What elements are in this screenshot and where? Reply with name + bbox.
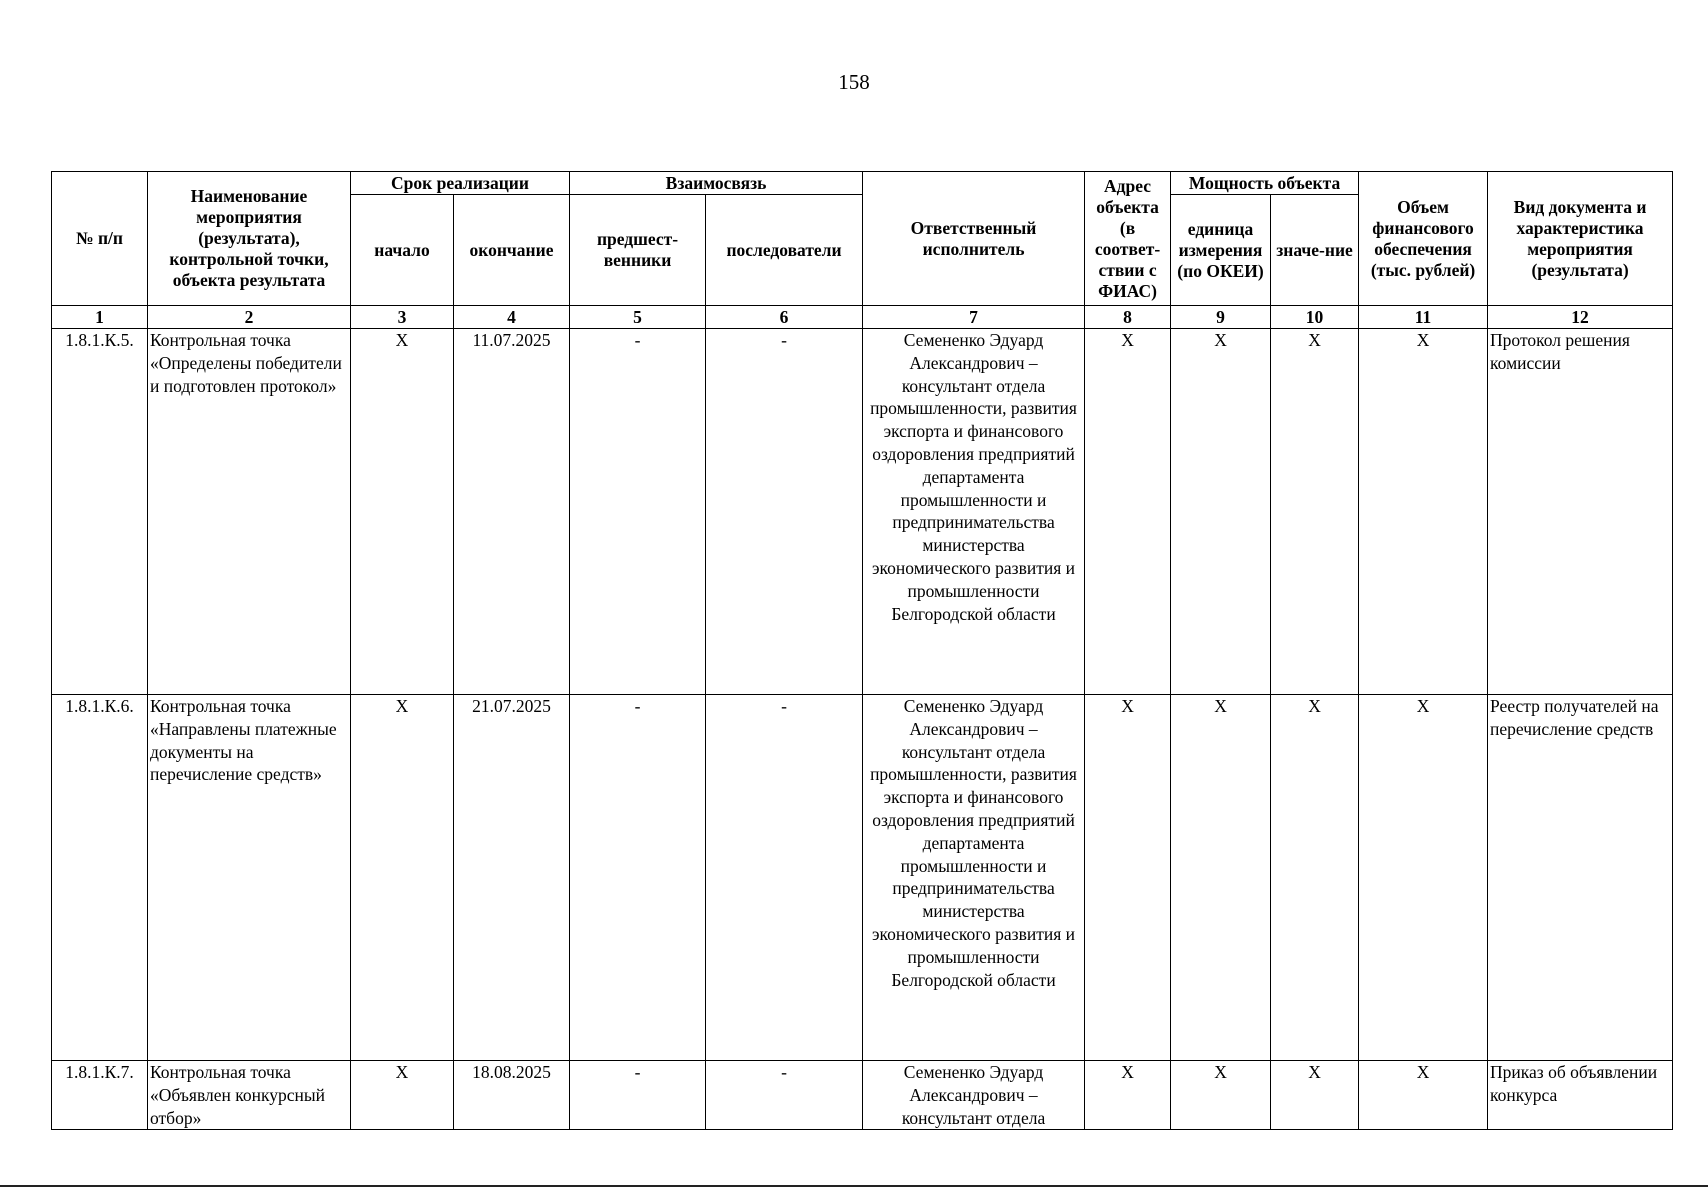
row-end: 21.07.2025 — [454, 695, 570, 1061]
plan-table — [51, 171, 1673, 1130]
header-link: Взаимосвязь — [570, 172, 863, 195]
header-address: Адрес объекта (в соответ-ствии с ФИАС) — [1085, 172, 1171, 306]
row-value: X — [1271, 695, 1359, 1061]
row-finance: X — [1359, 1061, 1488, 1130]
column-number: 9 — [1171, 306, 1271, 329]
row-successors: - — [706, 1061, 863, 1130]
row-number: 1.8.1.К.5. — [52, 329, 148, 695]
row-predecessors: - — [570, 329, 706, 695]
row-successors: - — [706, 329, 863, 695]
header-document: Вид документа и характеристика мероприятия (результата) — [1488, 172, 1673, 306]
table-row — [52, 1061, 1673, 1130]
row-unit: X — [1171, 1061, 1271, 1130]
column-number: 12 — [1488, 306, 1673, 329]
row-document: Приказ об объявлении конкурса — [1488, 1061, 1673, 1130]
header-successors: последователи — [706, 195, 863, 306]
row-address: X — [1085, 1061, 1171, 1130]
column-number: 3 — [351, 306, 454, 329]
row-name: Контрольная точка «Направлены платежные документы на перечисление средств» — [148, 695, 351, 1061]
row-finance: X — [1359, 329, 1488, 695]
row-address: X — [1085, 329, 1171, 695]
header-srok: Срок реализации — [351, 172, 570, 195]
column-number: 5 — [570, 306, 706, 329]
row-unit: X — [1171, 329, 1271, 695]
row-start: X — [351, 695, 454, 1061]
row-start: X — [351, 1061, 454, 1130]
row-predecessors: - — [570, 695, 706, 1061]
header-predecessors: предшест-венники — [570, 195, 706, 306]
table-row — [52, 695, 1673, 1061]
row-successors: - — [706, 695, 863, 1061]
header-start: начало — [351, 195, 454, 306]
row-predecessors: - — [570, 1061, 706, 1130]
row-unit: X — [1171, 695, 1271, 1061]
header-value: значе-ние — [1271, 195, 1359, 306]
header-num: № п/п — [52, 172, 148, 306]
row-start: X — [351, 329, 454, 695]
row-finance: X — [1359, 695, 1488, 1061]
column-number: 6 — [706, 306, 863, 329]
row-value: X — [1271, 1061, 1359, 1130]
column-number: 11 — [1359, 306, 1488, 329]
row-address: X — [1085, 695, 1171, 1061]
column-number: 7 — [863, 306, 1085, 329]
header-responsible: Ответственный исполнитель — [863, 172, 1085, 306]
row-number: 1.8.1.К.7. — [52, 1061, 148, 1130]
page-edge-rule — [0, 1185, 1708, 1187]
row-responsible: Семененко Эдуард Александрович – консультант отдела — [863, 1061, 1085, 1130]
row-responsible: Семененко Эдуард Александрович – консультант отдела промышленности, развития экспорта и финансового оздоровления предприятий департамента промышленности и предпринимательства министерства экономического развития и промышленности Белгородской области — [863, 695, 1085, 1061]
row-name: Контрольная точка «Определены победители и подготовлен протокол» — [148, 329, 351, 695]
column-number: 2 — [148, 306, 351, 329]
header-row-group — [52, 172, 1673, 195]
column-number: 1 — [52, 306, 148, 329]
row-end: 11.07.2025 — [454, 329, 570, 695]
header-end: окончание — [454, 195, 570, 306]
header-name: Наименование мероприятия (результата), контрольной точки, объекта результата — [148, 172, 351, 306]
row-responsible: Семененко Эдуард Александрович – консультант отдела промышленности, развития экспорта и финансового оздоровления предприятий департамента промышленности и предпринимательства министерства экономического развития и промышленности Белгородской области — [863, 329, 1085, 695]
page-number: 158 — [838, 70, 870, 94]
row-name: Контрольная точка «Объявлен конкурсный отбор» — [148, 1061, 351, 1130]
header-finance: Объем финансового обеспечения (тыс. рублей) — [1359, 172, 1488, 306]
column-number: 10 — [1271, 306, 1359, 329]
row-document: Реестр получателей на перечисление средств — [1488, 695, 1673, 1061]
column-numbers-row — [52, 306, 1673, 329]
header-power: Мощность объекта — [1171, 172, 1359, 195]
row-end: 18.08.2025 — [454, 1061, 570, 1130]
row-value: X — [1271, 329, 1359, 695]
table-row — [52, 329, 1673, 695]
header-unit: единица измерения (по ОКЕИ) — [1171, 195, 1271, 306]
row-number: 1.8.1.К.6. — [52, 695, 148, 1061]
column-number: 8 — [1085, 306, 1171, 329]
row-document: Протокол решения комиссии — [1488, 329, 1673, 695]
column-number: 4 — [454, 306, 570, 329]
